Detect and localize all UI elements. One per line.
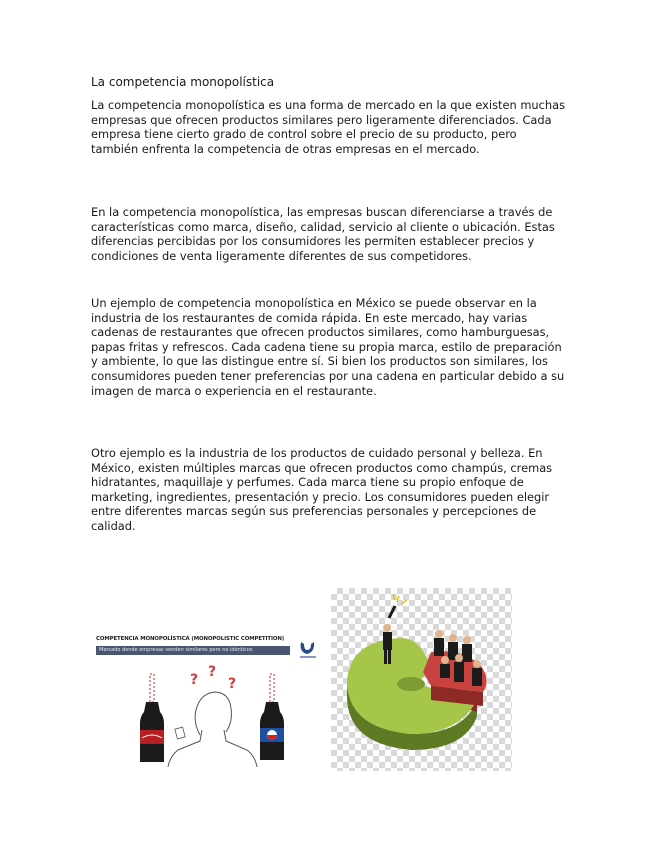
paragraph-3: Un ejemplo de competencia monopolística en México se puede observar en la industria de los restaurantes de comida rápida. En este mercado, hay varias cadenas de restaurantes que ofrecen productos similares, como hamburguesas, papas fritas y refrescos. Cada cadena tiene su propia marca, estilo de preparación y ambiente, lo que las distingue entre sí. Si bien los productos son similares, los consumidores pueden tener preferencias por una cadena en particular debido a su imagen de marca o experiencia en el restaurante. bbox=[91, 296, 565, 398]
pie-illustration-art bbox=[331, 588, 512, 771]
monopolistic-competition-illustration bbox=[90, 632, 322, 767]
brand-logo-icon bbox=[297, 638, 319, 660]
illustration-title: COMPETENCIA MONOPOLÍSTICA (MONOPOLISTIC COMPETITION) bbox=[96, 636, 285, 642]
question-mark-1: ? bbox=[190, 672, 199, 688]
illustration-subtitle: Mercado donde empresas venden similares pero no idénticos bbox=[99, 647, 253, 653]
paragraph-1: La competencia monopolística es una forma de mercado en la que existen muchas empresas que ofrecen productos similares pero ligeramente diferenciados. Cada empresa tiene cierto grado de control sobre el precio de su producto, pero también enfrenta la competencia de otras empresas en el mercado. bbox=[91, 98, 566, 156]
document-title: La competencia monopolística bbox=[91, 75, 275, 89]
paragraph-4: Otro ejemplo es la industria de los productos de cuidado personal y belleza. En México, existen múltiples marcas que ofrecen productos como champús, cremas hidratantes, maquillaje y perfumes. Cada marca tiene su propio enfoque de marketing, ingredientes, presentación y precio. Los consumidores pueden elegir entre diferentes marcas según sus preferencias personales y percepciones de calidad. bbox=[91, 446, 553, 533]
paragraph-2: En la competencia monopolística, las empresas buscan diferenciarse a través de características como marca, diseño, calidad, servicio al cliente o ubicación. Estas diferencias percibidas por los consumidores les permiten establecer precios y condiciones de venta ligeramente diferentes de sus competidores. bbox=[91, 205, 555, 263]
market-share-pie-figure bbox=[331, 588, 512, 771]
cola-bottle-right-icon bbox=[260, 674, 284, 760]
question-mark-3: ? bbox=[228, 676, 237, 692]
cola-bottle-left-icon bbox=[140, 674, 164, 762]
illustration-subtitle-bar bbox=[96, 646, 290, 655]
question-mark-2: ? bbox=[208, 664, 217, 680]
illustration-header bbox=[92, 632, 292, 658]
